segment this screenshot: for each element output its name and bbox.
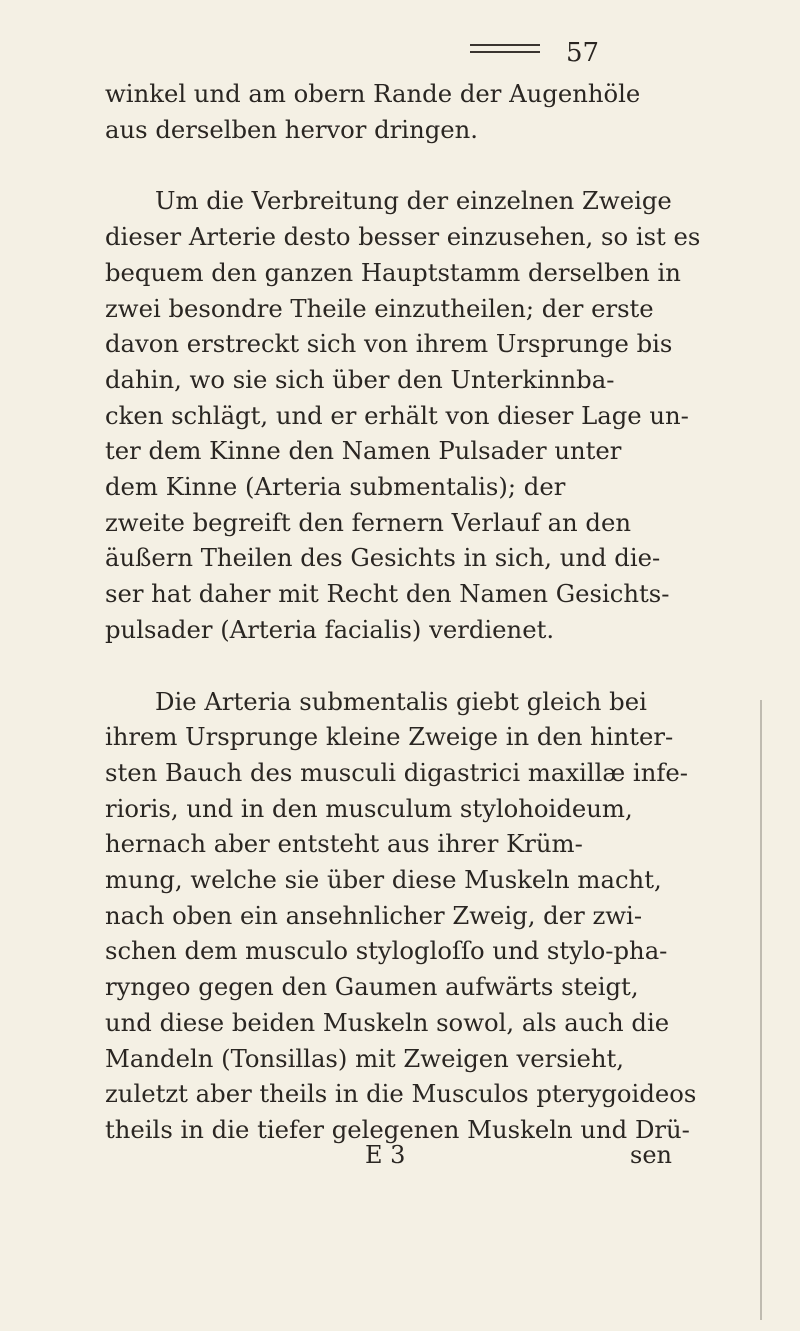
page-number: 57: [566, 38, 600, 68]
paragraph-gap: [105, 147, 685, 183]
text-line: aus derselben hervor dringen.: [105, 114, 479, 144]
signature-mark: E 3: [365, 1141, 406, 1169]
text-line: mung, welche sie über diese Muskeln macht,: [105, 865, 662, 895]
text-line: nach oben ein ansehnlicher Zweig, der zwi-: [105, 900, 643, 930]
text-line: ryngeo gegen den Gaumen aufwärts steigt,: [105, 972, 639, 1002]
text-line: winkel und am obern Rande der Augenhöle: [105, 79, 641, 108]
text-line: sten Bauch des musculi digastrici maxillæ infe-: [105, 757, 688, 787]
text-line: pulsader (Arteria facialis) verdienet.: [105, 614, 555, 644]
text-line: zuletzt aber theils in die Musculos pterygoideos: [105, 1079, 697, 1109]
text-line: hernach aber entsteht aus ihrer Krüm-: [105, 829, 583, 859]
text-line: bequem den ganzen Hauptstamm derselben in: [105, 257, 681, 287]
text-line: theils in die tiefer gelegenen Muskeln und Drü-: [105, 1114, 690, 1144]
paragraph-gap: [105, 648, 685, 684]
header-rule: [470, 44, 540, 53]
text-line: äußern Theilen des Gesichts in sich, und die-: [105, 543, 661, 573]
text-line: rioris, und in den musculum stylohoideum,: [105, 793, 633, 823]
text-line: Um die Verbreitung der einzelnen Zweige: [155, 186, 672, 216]
text-line: ter dem Kinne den Namen Pulsader unter: [105, 436, 622, 466]
text-line: ser hat daher mit Recht den Namen Gesichts-: [105, 579, 670, 609]
text-line: cken schlägt, und er erhält von dieser Lage un-: [105, 400, 689, 430]
text-line: schen dem musculo stylogloſſo und stylo-pha-: [105, 936, 668, 966]
page-edge-shadow: [760, 700, 762, 1320]
text-line: Mandeln (Tonsillas) mit Zweigen versieht,: [105, 1043, 625, 1073]
body-text: [105, 76, 701, 1148]
text-line: ihrem Ursprunge kleine Zweige in den hinter-: [105, 722, 674, 752]
text-line: Die Arteria submentalis giebt gleich bei: [155, 686, 647, 716]
text-line: dem Kinne (Arteria submentalis); der: [105, 472, 566, 502]
text-line: davon erstreckt sich von ihrem Ursprunge bis: [105, 329, 673, 359]
text-line: und diese beiden Muskeln sowol, als auch die: [105, 1007, 670, 1037]
text-line: zwei besondre Theile einzutheilen; der erste: [105, 293, 654, 323]
text-line: dieser Arterie desto besser einzusehen, so ist es: [105, 222, 701, 252]
text-line: zweite begreift den fernern Verlauf an den: [105, 507, 632, 537]
catchword: sen: [630, 1141, 672, 1169]
text-line: dahin, wo sie sich über den Unterkinnba-: [105, 364, 615, 394]
